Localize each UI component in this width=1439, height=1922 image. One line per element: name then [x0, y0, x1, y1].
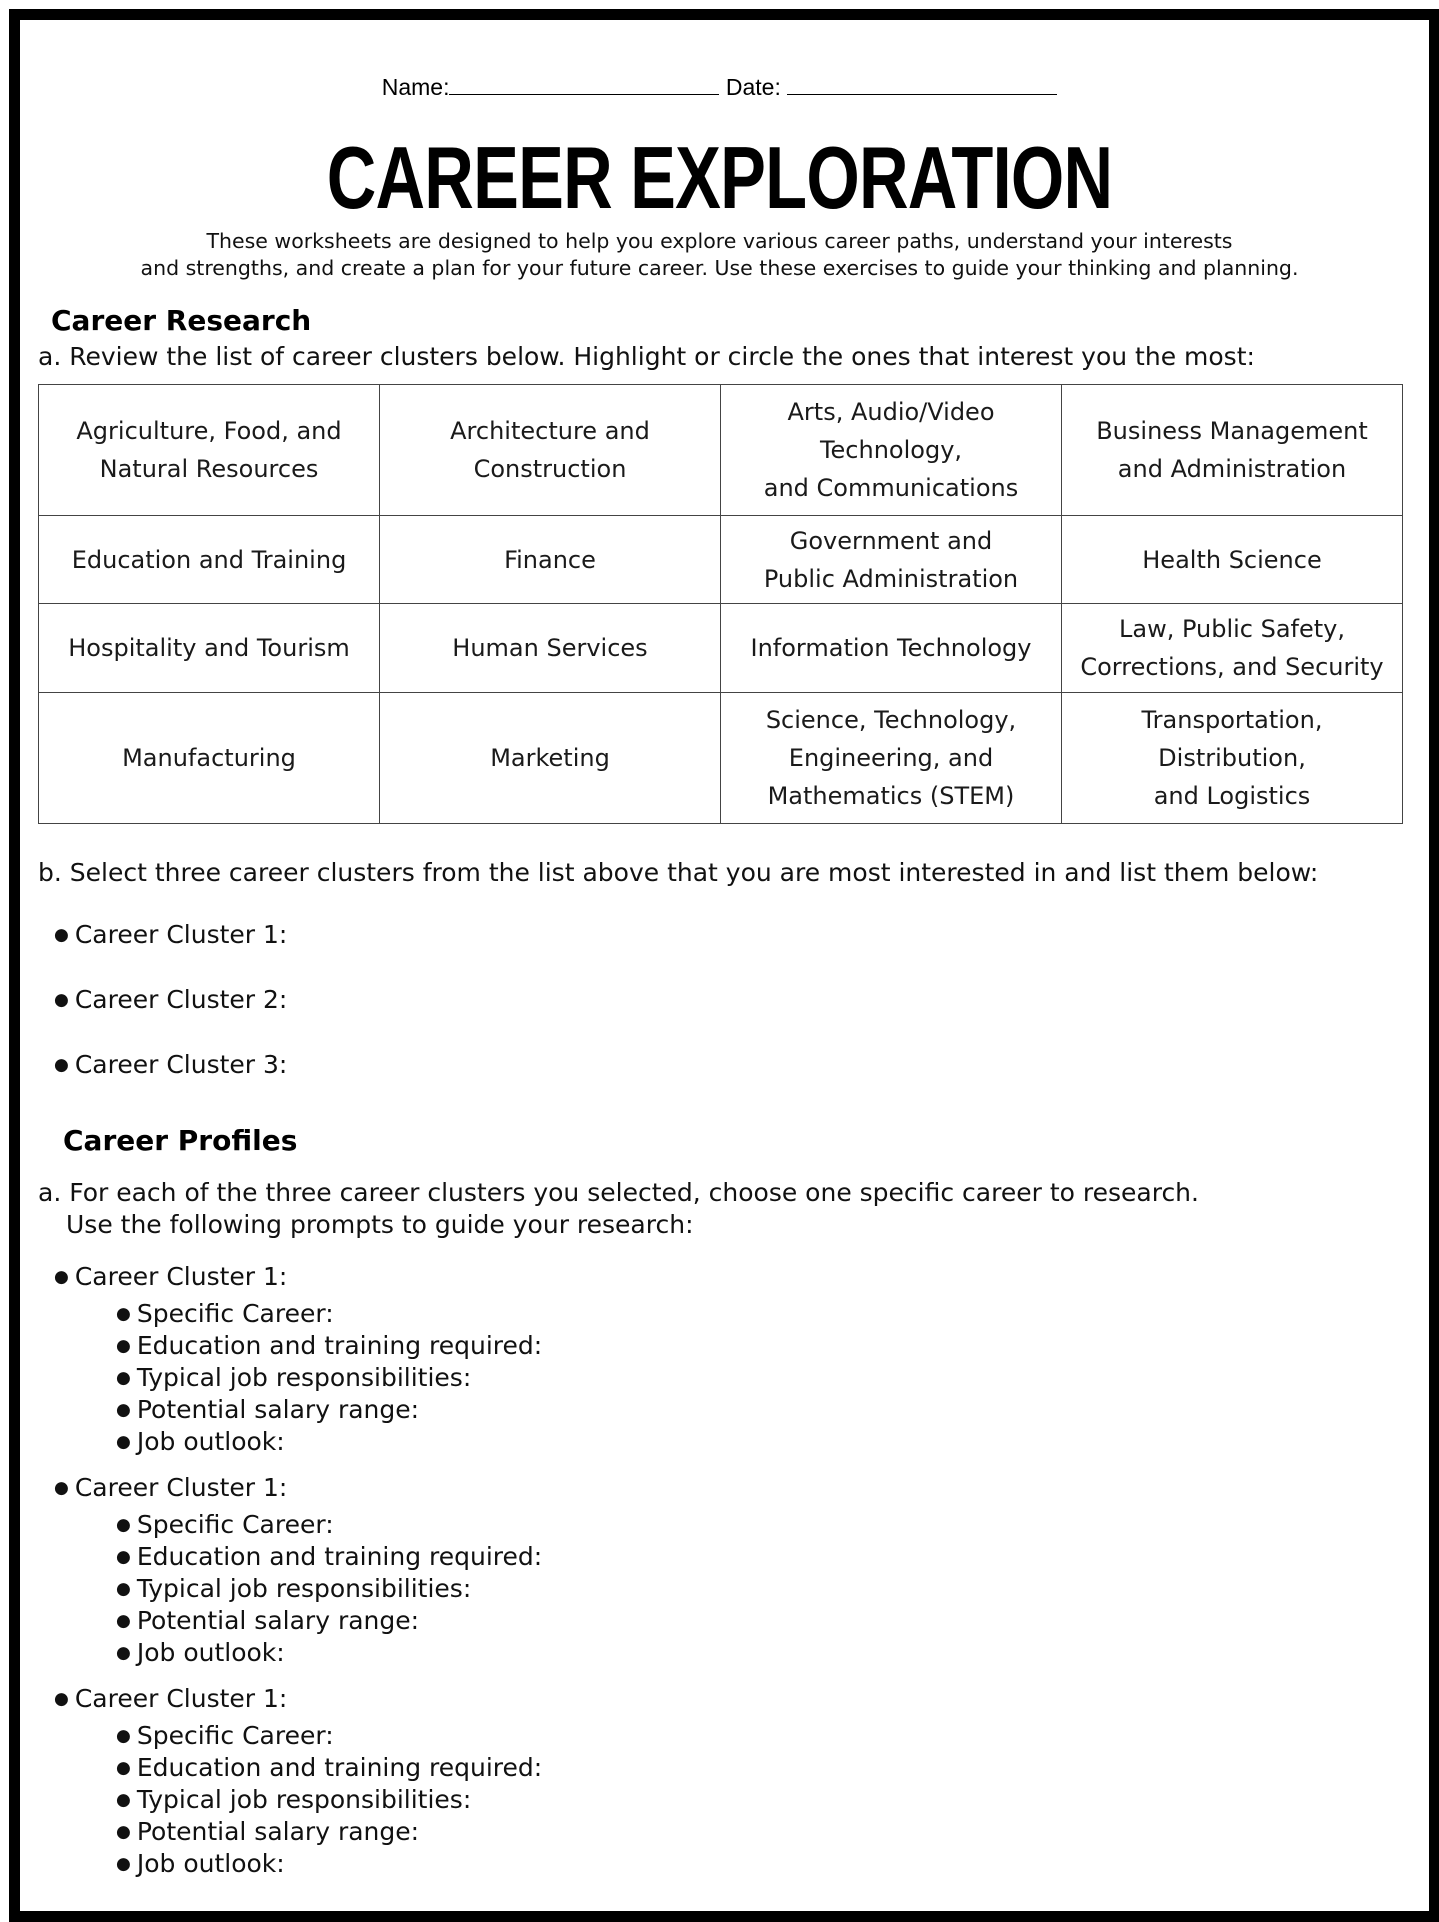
research-prompt-a: a. Review the list of career clusters below. Highlight or circle the ones that interest you the most: — [38, 342, 1255, 371]
profile-cluster-label: ● Career Cluster 1: — [54, 1262, 288, 1291]
date-label: Date: — [725, 74, 781, 100]
profile-item[interactable]: ● Specific Career: — [116, 1510, 334, 1539]
research-prompt-b: b. Select three career clusters from the list above that you are most interested in and list them below: — [38, 858, 1319, 887]
cluster-cell[interactable]: Government and Public Administration — [721, 516, 1062, 604]
career-research-heading: Career Research — [51, 304, 312, 337]
cluster-cell[interactable]: Arts, Audio/Video Technology, and Communications — [721, 385, 1062, 516]
profile-item[interactable]: ● Education and training required: — [116, 1542, 543, 1571]
table-row — [39, 604, 1403, 692]
selected-cluster-1[interactable]: ● Career Cluster 1: — [54, 920, 288, 949]
intro-line-2: and strengths, and create a plan for your future career. Use these exercises to guide your thinking and planning. — [140, 256, 1299, 280]
profile-item[interactable]: ● Typical job responsibilities: — [116, 1574, 472, 1603]
profiles-prompt-line-2: Use the following prompts to guide your research: — [66, 1210, 694, 1239]
cluster-cell[interactable]: Business Management and Administration — [1062, 385, 1403, 516]
profile-item[interactable]: ● Potential salary range: — [116, 1395, 420, 1424]
selected-cluster-3[interactable]: ● Career Cluster 3: — [54, 1050, 288, 1079]
profile-item[interactable]: ● Typical job responsibilities: — [116, 1363, 472, 1392]
profile-item[interactable]: ● Education and training required: — [116, 1753, 543, 1782]
profile-item[interactable]: ● Education and training required: — [116, 1331, 543, 1360]
cluster-cell[interactable]: Human Services — [380, 604, 721, 692]
profile-cluster-label: ● Career Cluster 1: — [54, 1473, 288, 1502]
name-blank[interactable] — [449, 76, 719, 95]
cluster-cell[interactable]: Manufacturing — [39, 692, 380, 824]
cluster-cell[interactable]: Education and Training — [39, 516, 380, 604]
profile-cluster-label: ● Career Cluster 1: — [54, 1684, 288, 1713]
career-profiles-heading: Career Profiles — [63, 1124, 298, 1157]
name-label: Name: — [381, 74, 450, 100]
career-clusters-table — [38, 384, 1403, 824]
cluster-cell[interactable]: Architecture and Construction — [380, 385, 721, 516]
profile-item[interactable]: ● Potential salary range: — [116, 1606, 420, 1635]
profile-item[interactable]: ● Typical job responsibilities: — [116, 1785, 472, 1814]
table-row — [39, 692, 1403, 824]
cluster-cell[interactable]: Finance — [380, 516, 721, 604]
page-title: CAREER EXPLORATION — [326, 128, 1113, 227]
profile-item[interactable]: ● Specific Career: — [116, 1299, 334, 1328]
cluster-cell[interactable]: Marketing — [380, 692, 721, 824]
cluster-cell[interactable]: Law, Public Safety, Corrections, and Security — [1062, 604, 1403, 692]
cluster-cell[interactable]: Agriculture, Food, and Natural Resources — [39, 385, 380, 516]
cluster-cell[interactable]: Information Technology — [721, 604, 1062, 692]
table-row — [39, 385, 1403, 516]
profile-item[interactable]: ● Job outlook: — [116, 1638, 285, 1667]
date-blank[interactable] — [787, 76, 1057, 95]
intro-line-1: These worksheets are designed to help you explore various career paths, understand your interests — [206, 229, 1233, 253]
profile-item[interactable]: ● Potential salary range: — [116, 1817, 420, 1846]
cluster-cell[interactable]: Science, Technology, Engineering, and Mathematics (STEM) — [721, 692, 1062, 824]
profile-item[interactable]: ● Job outlook: — [116, 1427, 285, 1456]
cluster-cell[interactable]: Transportation, Distribution, and Logistics — [1062, 692, 1403, 824]
cluster-cell[interactable]: Health Science — [1062, 516, 1403, 604]
table-row — [39, 516, 1403, 604]
profile-item[interactable]: ● Specific Career: — [116, 1721, 334, 1750]
name-date-line — [0, 74, 1439, 101]
selected-cluster-2[interactable]: ● Career Cluster 2: — [54, 985, 288, 1014]
intro-text — [0, 228, 1439, 282]
profiles-prompt-line-1: a. For each of the three career clusters you selected, choose one specific career to research. — [38, 1178, 1199, 1207]
profile-item[interactable]: ● Job outlook: — [116, 1849, 285, 1878]
cluster-cell[interactable]: Hospitality and Tourism — [39, 604, 380, 692]
